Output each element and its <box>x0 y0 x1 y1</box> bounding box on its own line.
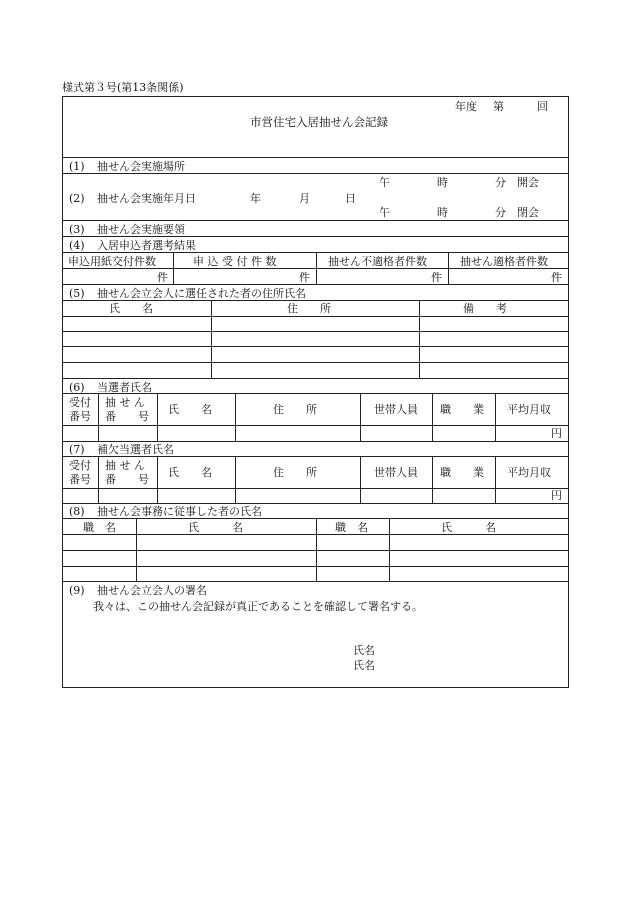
form-id: 様式第３号(第13条関係) <box>62 81 184 94</box>
s9-signature-1: 氏名 <box>353 644 375 657</box>
rule <box>63 378 568 379</box>
year-label: 年度 <box>455 100 477 113</box>
col-line <box>495 393 496 441</box>
col-line <box>389 518 390 581</box>
s2-start-ji: 時 <box>437 176 448 189</box>
s6-yen: 円 <box>551 427 562 440</box>
rule <box>63 220 568 221</box>
col-line <box>316 518 317 581</box>
s7-yen: 円 <box>551 489 562 502</box>
s2-end-ampm: 午 <box>379 206 390 219</box>
s9-label: 抽せん会立会人の署名 <box>97 584 207 597</box>
s7-header-name: 氏 名 <box>168 466 212 479</box>
col-line <box>173 252 174 284</box>
rule <box>63 173 568 174</box>
col-line <box>157 393 158 441</box>
rule <box>63 581 568 582</box>
s4-unit: 件 <box>299 271 310 284</box>
s6-h-chusen-2: 番 号 <box>105 410 149 423</box>
s6-h-uketsuke-1: 受付 <box>69 396 91 409</box>
s2-nen: 年 <box>250 192 261 205</box>
s8-header-title-1: 職 名 <box>83 521 116 534</box>
s4-header-received: 申 込 受 付 件 数 <box>193 255 277 268</box>
s6-label: 当選者氏名 <box>97 381 152 394</box>
rule <box>63 300 568 301</box>
rule <box>63 488 568 489</box>
col-line <box>235 456 236 503</box>
s2-start-ampm: 午 <box>379 176 390 189</box>
s7-h-chusen-2: 番 号 <box>105 473 149 486</box>
s4-unit: 件 <box>551 271 562 284</box>
s6-header-household: 世帯人員 <box>374 403 418 416</box>
col-line <box>360 393 361 441</box>
s5-header-address: 住 所 <box>287 302 331 315</box>
s7-header-household: 世帯人員 <box>374 466 418 479</box>
s7-h-uketsuke-2: 番号 <box>69 473 91 486</box>
col-line <box>211 300 212 378</box>
s4-unit: 件 <box>431 271 442 284</box>
col-line <box>235 393 236 441</box>
lottery-record-form <box>62 96 569 688</box>
s7-label: 補欠当選者氏名 <box>97 443 174 456</box>
s7-header-income: 平均月収 <box>507 466 551 479</box>
s6-header-occupation: 職 業 <box>440 403 484 416</box>
rule <box>63 441 568 442</box>
form-title: 市営住宅入居抽せん会記録 <box>250 115 388 129</box>
s6-header-name: 氏 名 <box>168 403 212 416</box>
col-line <box>136 518 137 581</box>
s8-label: 抽せん会事務に従事した者の氏名 <box>97 505 262 518</box>
s2-end-event: 閉会 <box>517 206 539 219</box>
s9-signature-2: 氏名 <box>353 659 375 672</box>
rule <box>63 503 568 504</box>
col-line <box>360 456 361 503</box>
col-line <box>432 456 433 503</box>
s9-statement: 我々は、この抽せん会記録が真正であることを確認して署名する。 <box>93 600 423 613</box>
rule <box>63 157 568 158</box>
s3-label: 抽せん会実施要領 <box>97 223 185 236</box>
s8-header-name-1: 氏 名 <box>188 521 243 534</box>
s5-num: (5) <box>69 287 85 300</box>
col-line <box>419 300 420 378</box>
s6-header-address: 住 所 <box>273 403 317 416</box>
rule <box>63 425 568 426</box>
s1-num: (1) <box>69 160 85 173</box>
s6-header-income: 平均月収 <box>507 403 551 416</box>
dai-label: 第 <box>493 100 504 113</box>
rule <box>63 362 568 363</box>
s6-h-chusen-1: 抽 せ ん <box>105 396 145 409</box>
s6-h-uketsuke-2: 番号 <box>69 410 91 423</box>
s2-tsuki: 月 <box>299 192 310 205</box>
s6-num: (6) <box>69 381 85 394</box>
s2-end-ji: 時 <box>437 206 448 219</box>
col-line <box>448 252 449 284</box>
rule <box>63 316 568 317</box>
s2-start-fun: 分 <box>495 176 506 189</box>
s8-header-name-2: 氏 名 <box>441 521 496 534</box>
rule <box>63 331 568 332</box>
rule <box>63 284 568 285</box>
s4-header-issued: 申込用紙交付件数 <box>68 255 156 268</box>
s4-label: 入居申込者選考結果 <box>97 239 196 252</box>
col-line <box>157 456 158 503</box>
s8-header-title-2: 職 名 <box>335 521 368 534</box>
s2-num: (2) <box>69 192 85 205</box>
col-line <box>316 252 317 284</box>
s5-header-remarks: 備 考 <box>463 302 507 315</box>
s7-num: (7) <box>69 443 85 456</box>
s5-label: 抽せん会立会人に選任された者の住所氏名 <box>97 287 306 300</box>
s7-h-chusen-1: 抽 せ ん <box>105 459 145 472</box>
s3-num: (3) <box>69 223 85 236</box>
s2-end-fun: 分 <box>495 206 506 219</box>
s7-header-address: 住 所 <box>273 466 317 479</box>
s4-unit: 件 <box>157 271 168 284</box>
rule <box>63 456 568 457</box>
col-line <box>432 393 433 441</box>
rule <box>63 346 568 347</box>
s4-header-ineligible: 抽せん不適格者件数 <box>328 255 427 268</box>
rule <box>63 236 568 237</box>
col-line <box>98 393 99 441</box>
kai-label: 回 <box>537 100 548 113</box>
s9-num: (9) <box>69 584 85 597</box>
s7-header-occupation: 職 業 <box>440 466 484 479</box>
s8-num: (8) <box>69 505 85 518</box>
s1-label: 抽せん会実施場所 <box>97 160 185 173</box>
s5-header-name: 氏 名 <box>109 302 153 315</box>
s2-hi: 日 <box>345 192 356 205</box>
s4-header-eligible: 抽せん適格者件数 <box>460 255 548 268</box>
s2-start-event: 開会 <box>517 176 539 189</box>
s2-label: 抽せん会実施年月日 <box>97 192 196 205</box>
col-line <box>495 456 496 503</box>
s7-h-uketsuke-1: 受付 <box>69 459 91 472</box>
s4-num: (4) <box>69 239 85 252</box>
col-line <box>98 456 99 503</box>
